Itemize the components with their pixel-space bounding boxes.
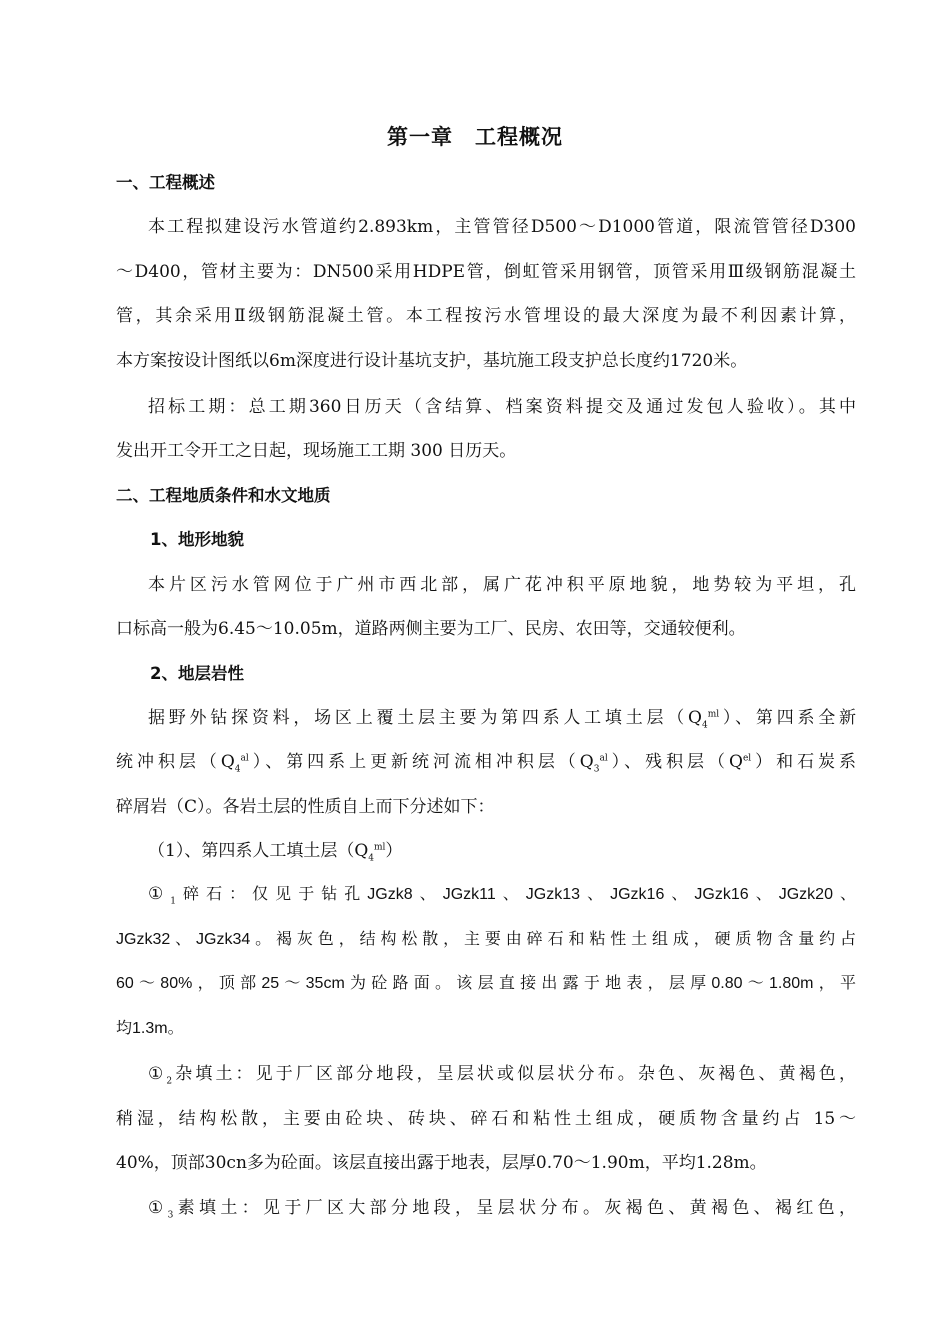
paragraph-line: 据野外钻探资料，场区上覆土层主要为第四系人工填土层$(Q_4^{ml})$、第四系全新 xyxy=(148,708,856,731)
subsection-heading-strata: 2、地层岩性 xyxy=(150,664,244,683)
paragraph-line: 发出开工令开工之日起，现场施工工期 300 日历天。 xyxy=(116,441,517,461)
layer-item-line: JGzk32、JGzk34。褐灰色，结构松散，主要由碎石和粘性土组成，硬质物含量约占 xyxy=(116,931,856,948)
layer-item-line: $①_1$碎石：仅见于钻孔JGzk8、JGzk11、JGzk13、JGzk16、JGzk16、JGzk20、 xyxy=(148,884,856,907)
layer-item-line: 稍湿，结构松散，主要由砼块、砖块、碎石和粘性土组成，硬质物含量约占 15～ xyxy=(116,1109,856,1129)
layer-item-line: 60～80%，顶部25～35cm为砼路面。该层直接出露于地表，层厚0.80～1.80m，平 xyxy=(116,975,856,992)
paragraph-line: ～D400，管材主要为：DN500采用HDPE管，倒虹管采用钢管，顶管采用Ⅲ级钢筋混凝土 xyxy=(116,262,856,282)
paragraph-line: 本方案按设计图纸以6m深度进行设计基坑支护，基坑施工段支护总长度约1720米。 xyxy=(116,351,748,371)
paragraph-line: 口标高一般为6.45～10.05m，道路两侧主要为工厂、民房、农田等，交通较便利。 xyxy=(116,619,746,639)
layer-item-line: $①_2$杂填土：见于厂区部分地段，呈层状或似层状分布。杂色、灰褐色、黄褐色， xyxy=(148,1064,856,1087)
paragraph-line: 管，其余采用Ⅱ级钢筋混凝土管。本工程按污水管埋设的最大深度为最不利因素计算， xyxy=(116,306,856,326)
paragraph-line: 碎屑岩（C）。各岩土层的性质自上而下分述如下： xyxy=(116,797,495,817)
paragraph-line: 招标工期：总工期360日历天（含结算、档案资料提交及通过发包人验收）。其中 xyxy=(148,397,856,417)
layer-item-line: 40%，顶部30cn多为砼面。该层直接出露于地表，层厚0.70～1.90m，平均1.28m。 xyxy=(116,1153,767,1173)
chapter-title: 第一章 工程概况 xyxy=(387,125,563,149)
layer-heading: （1）、第四系人工填土层$(Q_4^{ml})$ xyxy=(148,841,403,864)
paragraph-line: 本片区污水管网位于广州市西北部，属广花冲积平原地貌，地势较为平坦，孔 xyxy=(148,575,856,595)
subsection-heading-landform: 1、地形地貌 xyxy=(150,530,244,549)
section-heading-overview: 一、工程概述 xyxy=(116,173,215,192)
paragraph-line: 统冲积层$(Q_4^{al})$、第四系上更新统河流相冲积层$(Q_3^{al})$、残积层$(Q^{el})$和石炭系 xyxy=(116,752,857,775)
section-heading-geology: 二、工程地质条件和水文地质 xyxy=(116,486,331,505)
paragraph-line: 本工程拟建设污水管道约2.893km，主管管径D500～D1000管道，限流管管径D300 xyxy=(148,217,856,237)
layer-item-line: $①_3$素填土：见于厂区大部分地段，呈层状分布。灰褐色、黄褐色、褐红色， xyxy=(148,1198,856,1221)
layer-item-line: 均1.3m。 xyxy=(116,1020,184,1037)
